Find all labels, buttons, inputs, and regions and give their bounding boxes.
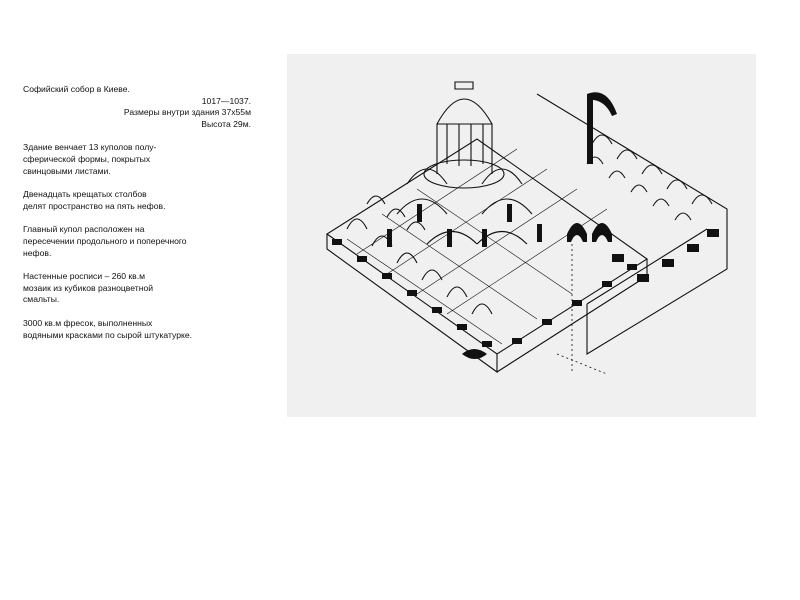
caption-block [23, 84, 251, 341]
cathedral-drawing [287, 54, 756, 417]
caption-dimensions: Размеры внутри здания 37х55м [123, 107, 251, 118]
paragraph-domes-line-3: свинцовыми листами. [23, 165, 111, 176]
paragraph-mosaics-line-3: смальты. [23, 294, 60, 305]
paragraph-frescoes-line-1: 3000 кв.м фресок, выполненных [23, 317, 153, 328]
caption-dates: 1017—1037. [201, 95, 251, 106]
paragraph-pillars-line-1: Двенадцать крещатых столбов [23, 189, 147, 200]
paragraph-domes-line-2: сферической формы, покрытых [23, 153, 151, 164]
paragraph-mosaics-line-1: Настенные росписи – 260 кв.м [23, 271, 146, 282]
caption-height: Высота 29м. [201, 118, 251, 129]
caption-title: Софийский собор в Киеве. [23, 84, 130, 94]
paragraph-frescoes-line-2: водяными красками по сырой штукатурке. [23, 329, 193, 340]
paragraph-pillars-line-2: делят пространство на пять нефов. [23, 200, 166, 211]
paragraph-main-dome-line-2: пересечении продольного и поперечного [23, 235, 187, 246]
paragraph-main-dome-line-1: Главный купол расположен на [23, 224, 145, 235]
paragraph-main-dome-line-3: нефов. [23, 247, 52, 258]
paragraph-domes-line-1: Здание венчает 13 куполов полу- [23, 142, 157, 153]
cathedral-axonometric-illustration [287, 54, 756, 417]
paragraph-mosaics-line-2: мозаик из кубиков разноцветной [23, 282, 154, 293]
